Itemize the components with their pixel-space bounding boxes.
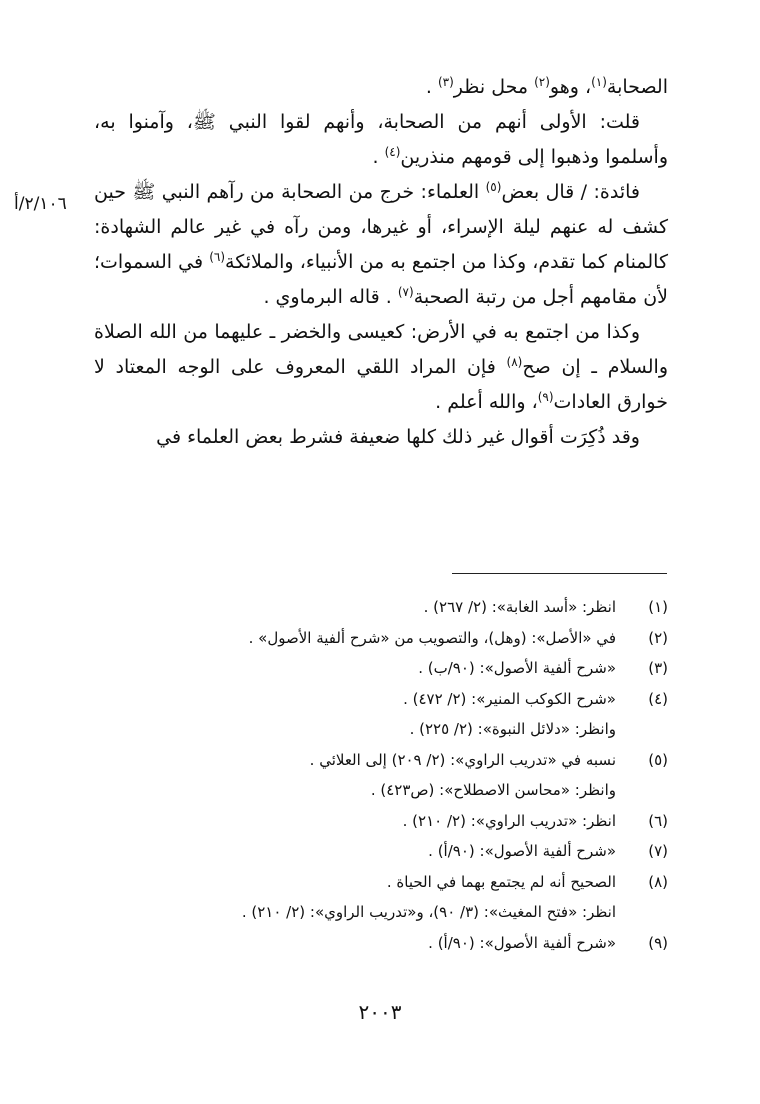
footnote-number: (٤) xyxy=(648,689,668,708)
footnote-ref-2[interactable]: (٢) xyxy=(534,75,550,89)
footnote-3 xyxy=(94,653,668,684)
footnote-text: نسبه في «تدريب الراوي»: (٢/ ٢٠٩) إلى العلائي . xyxy=(309,750,616,769)
footnote-number: (٧) xyxy=(648,842,668,860)
footnote-number: (٦) xyxy=(648,811,668,830)
footnote-number: (٢) xyxy=(648,628,668,647)
footnote-ref-8[interactable]: (٨) xyxy=(506,355,523,369)
paragraph-2: قلت: الأولى أنهم من الصحابة، وأنهم لقوا النبي ﷺ، وآمنوا به، وأسلموا وذهبوا إلى قومهم منذرين$^{(٤)}$ . xyxy=(94,111,668,168)
footnote-text: «شرح الكوكب المنير»: (٢/ ٤٧٢) . xyxy=(403,689,616,708)
footnote-text: انظر: «أسد الغابة»: (٢/ ٢٦٧) . xyxy=(423,598,616,616)
footnote-number: (٥) xyxy=(648,750,668,769)
footnote-ref-4[interactable]: (٤) xyxy=(384,145,401,159)
footnote-ref-6[interactable]: (٦) xyxy=(209,250,226,264)
footnote-5 xyxy=(94,745,668,806)
footnote-number: (٣) xyxy=(648,659,668,677)
paragraph-3: فائدة: / قال بعض$^{(٥)}$ العلماء: خرج من الصحابة من رآهم النبي ﷺ حين كشف له عنهم ليلة الإسراء، أو غيرها، ومن رآه في غير عالم الشهادة: كالمنام كما تقدم، وكذا من اجتمع به من الأنبياء، والملائكة$^{(٦)}$ في السموات؛ لأن مقامهم أجل من رتبة الصحبة$^{(٧)}$ . قاله البرماوي . xyxy=(94,180,668,308)
footnote-4 xyxy=(94,684,668,745)
footnote-text: في «الأصل»: (وهل)، والتصويب من «شرح ألفية الأصول» . xyxy=(248,628,616,647)
footnote-ref-7[interactable]: (٧) xyxy=(397,285,414,299)
footnote-text: «شرح ألفية الأصول»: (٩٠/ب) . xyxy=(418,659,616,677)
footnote-2 xyxy=(94,623,668,654)
footnote-1 xyxy=(94,592,668,623)
footnote-text: انظر: «تدريب الراوي»: (٢/ ٢١٠) . xyxy=(402,811,616,830)
main-text xyxy=(94,70,668,455)
footnote-8 xyxy=(94,867,668,928)
footnote-9 xyxy=(94,928,668,959)
footnote-ref-1[interactable]: (١) xyxy=(591,75,607,89)
footnote-continuation: وانظر: «دلائل النبوة»: (٢/ ٢٢٥) . xyxy=(409,720,616,738)
footnotes xyxy=(94,592,668,958)
footnote-ref-9[interactable]: (٩) xyxy=(537,390,554,404)
page-number: ٢٠٠٣ xyxy=(358,1000,402,1024)
paragraph-5: وقد ذُكِرَت أقوال غير ذلك كلها ضعيفة فشرط بعض العلماء في xyxy=(156,426,640,448)
footnote-number: (٨) xyxy=(648,872,668,891)
footnote-ref-5[interactable]: (٥) xyxy=(485,180,502,194)
footnote-text: الصحيح أنه لم يجتمع بهما في الحياة . xyxy=(386,872,616,891)
footnote-7 xyxy=(94,836,668,867)
footnote-number: (١) xyxy=(648,598,668,616)
footnote-continuation: وانظر: «محاسن الاصطلاح»: (ص٤٢٣) . xyxy=(370,781,616,799)
paragraph-1: الصحابة$^{(١)}$، وهو$^{(٢)}$ محل نظر$^{(٣)}$ . xyxy=(425,75,668,98)
footnote-separator xyxy=(452,573,667,574)
footnote-6 xyxy=(94,806,668,837)
manuscript-folio-reference: ٢/١٠٦/أ xyxy=(14,194,67,214)
footnote-text: «شرح ألفية الأصول»: (٩٠/أ) . xyxy=(428,842,616,860)
footnote-number: (٩) xyxy=(648,933,668,952)
footnote-continuation: انظر: «فتح المغيث»: (٣/ ٩٠)، و«تدريب الراوي»: (٢/ ٢١٠) . xyxy=(241,903,616,921)
paragraph-4: وكذا من اجتمع به في الأرض: كعيسى والخضر ـ عليهما من الله الصلاة والسلام ـ إن صح$^{(٨)}$ فإن المراد اللقي المعروف على الوجه المعتاد لا خوارق العادات$^{(٩)}$، والله أعلم . xyxy=(94,321,668,413)
footnote-text: «شرح ألفية الأصول»: (٩٠/أ) . xyxy=(428,933,616,952)
footnote-ref-3[interactable]: (٣) xyxy=(437,75,454,89)
